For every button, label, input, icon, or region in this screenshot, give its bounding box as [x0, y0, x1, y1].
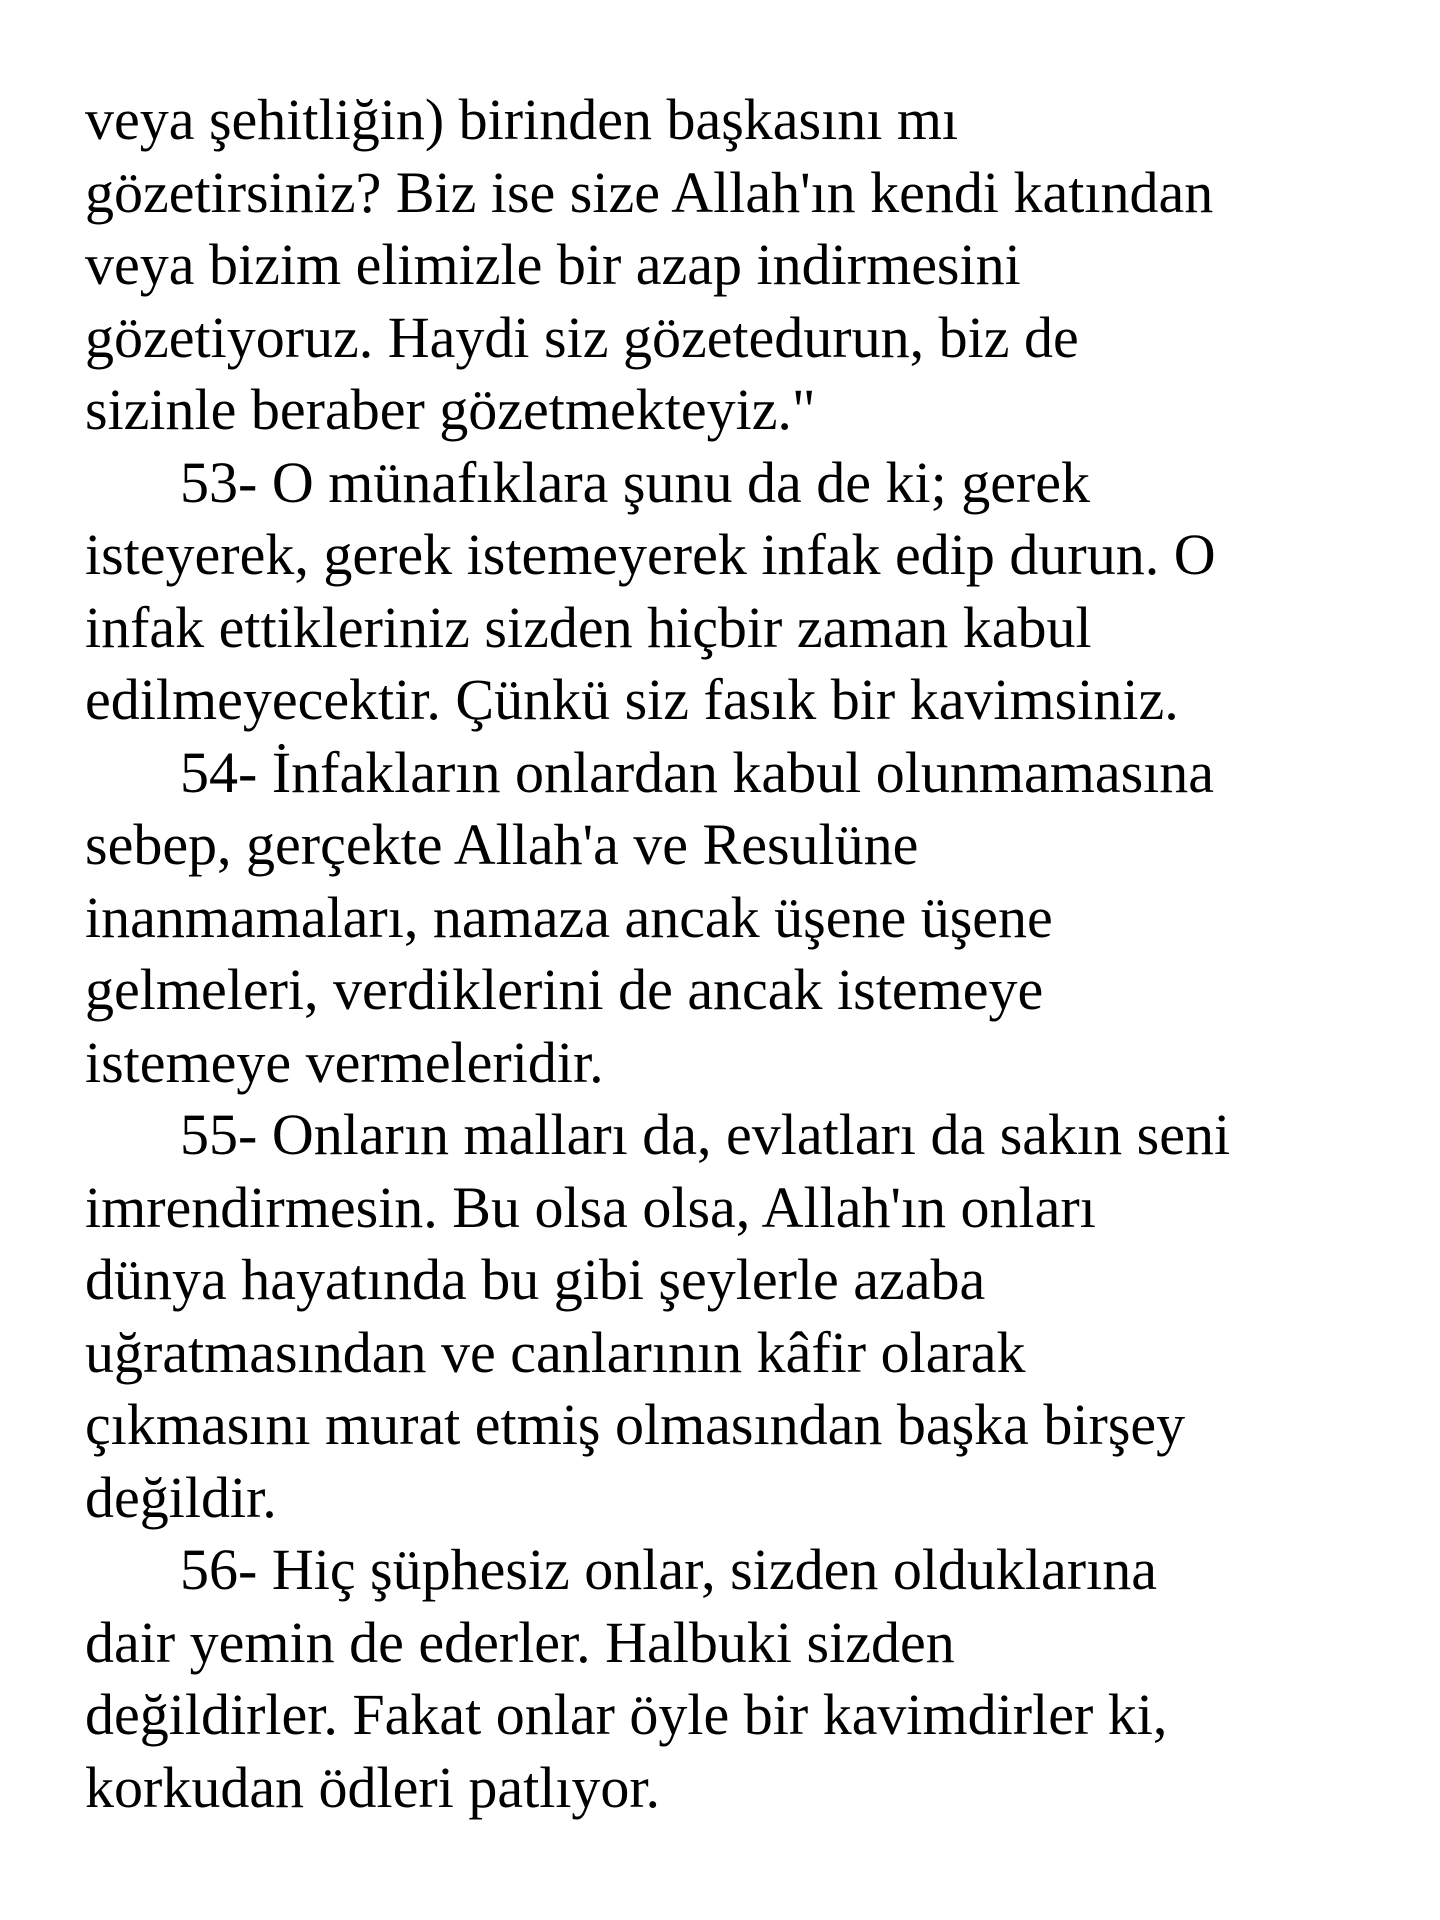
- text-line: korkudan ödleri patlıyor.: [85, 1754, 661, 1820]
- text-line: edilmeyecektir. Çünkü siz fasık bir kavimsiniz.: [85, 667, 1179, 732]
- text-line: çıkmasını murat etmiş olmasından başka birşey: [85, 1392, 1186, 1457]
- text-line: değildirler. Fakat onlar öyle bir kavimdirler ki,: [85, 1682, 1168, 1747]
- text-line: infak ettikleriniz sizden hiçbir zaman kabul: [85, 594, 1092, 660]
- text-line: sizinle beraber gözetmekteyiz.": [85, 377, 816, 442]
- text-line: gelmeleri, verdiklerini de ancak istemeye: [85, 957, 1044, 1022]
- text-line: uğratmasından ve canlarının kâfir olarak: [85, 1319, 1026, 1385]
- text-line: dair yemin de ederler. Halbuki sizden: [85, 1609, 955, 1675]
- text-line: isteyerek, gerek istemeyerek infak edip durun. O: [85, 522, 1216, 587]
- text-line: inanmamaları, namaza ancak üşene üşene: [85, 884, 1053, 950]
- text-line: dünya hayatında bu gibi şeylerle azaba: [85, 1247, 986, 1312]
- text-line: değildir.: [85, 1464, 277, 1530]
- text-line: veya şehitliğin) birinden başkasını mı: [85, 87, 959, 152]
- text-line: gözetirsiniz? Biz ise size Allah'ın kendi katından: [85, 159, 1214, 225]
- text-line: istemeye vermeleridir.: [85, 1029, 604, 1095]
- document-page: [85, 84, 1395, 1824]
- text-line: imrendirmesin. Bu olsa olsa, Allah'ın onları: [85, 1174, 1096, 1240]
- text-line: veya bizim elimizle bir azap indirmesini: [85, 232, 1021, 297]
- verse-54-start: 54- İnfakların onlardan kabul olunmamasına: [180, 739, 1215, 805]
- text-line: gözetiyoruz. Haydi siz gözetedurun, biz de: [85, 304, 1079, 370]
- verse-56-start: 56- Hiç şüphesiz onlar, sizden olduklarına: [180, 1537, 1157, 1602]
- verse-55-start: 55- Onların malları da, evlatları da sakın seni: [180, 1102, 1231, 1167]
- verse-53-start: 53- O münafıklara şunu da de ki; gerek: [180, 449, 1090, 515]
- text-line: sebep, gerçekte Allah'a ve Resulüne: [85, 812, 919, 877]
